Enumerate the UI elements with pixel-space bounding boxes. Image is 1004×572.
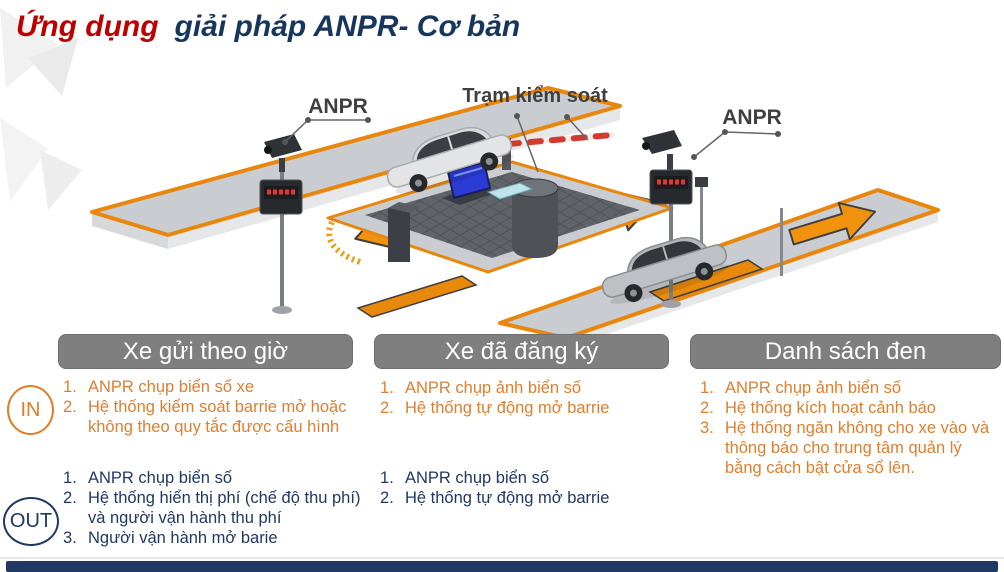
column-header-registered: Xe đã đăng ký <box>374 334 669 369</box>
blacklist-in-list <box>698 378 1000 478</box>
in-badge: IN <box>7 385 54 435</box>
registered-out-list <box>378 468 670 508</box>
list-item: Hệ thống tự động mở barrie <box>405 489 610 507</box>
list-item: Hệ thống hiển thị phí (chế độ thu phí) và người vận hành thu phí <box>88 489 361 527</box>
registered-in-list <box>378 378 670 418</box>
list-item: Hệ thống tự động mở barrie <box>405 399 610 417</box>
anpr-label-left: ANPR <box>308 95 368 118</box>
station-label: Trạm kiểm soát <box>462 85 608 107</box>
page-title <box>16 10 520 44</box>
list-item: Hệ thống ngăn không cho xe vào và thông báo cho trung tâm quản lý bằng cách bật cửa sổ lên. <box>725 419 990 477</box>
column-header-hourly: Xe gửi theo giờ <box>58 334 353 369</box>
anpr-label-right: ANPR <box>722 106 782 129</box>
out-badge: OUT <box>3 497 59 546</box>
list-item: ANPR chụp ảnh biển số <box>725 379 902 397</box>
title-part-red: Ứng dụng <box>16 10 159 43</box>
footer-divider <box>0 557 1004 559</box>
list-item: ANPR chụp biển số <box>405 469 549 487</box>
list-item: ANPR chụp ảnh biển số <box>405 379 582 397</box>
hourly-in-list <box>61 377 379 437</box>
list-item: Hệ thống kiểm soát barrie mở hoặc không theo quy tắc được cấu hình <box>88 398 347 436</box>
list-item: Người vận hành mở barie <box>88 529 278 547</box>
small-pole-1 <box>695 177 708 246</box>
hourly-out-list <box>61 468 381 548</box>
footer-bar <box>6 561 998 572</box>
list-item: ANPR chụp biển số <box>88 469 232 487</box>
list-item: ANPR chụp biển số xe <box>88 378 255 396</box>
list-item: Hệ thống kích hoạt cảnh báo <box>725 399 936 417</box>
title-part-blue: giải pháp ANPR- Cơ bản <box>174 10 521 43</box>
small-pole-2 <box>780 208 783 276</box>
column-header-blacklist: Danh sách đen <box>690 334 1001 369</box>
road-marking-lower <box>358 276 476 317</box>
checkpoint-diagram <box>80 80 960 338</box>
